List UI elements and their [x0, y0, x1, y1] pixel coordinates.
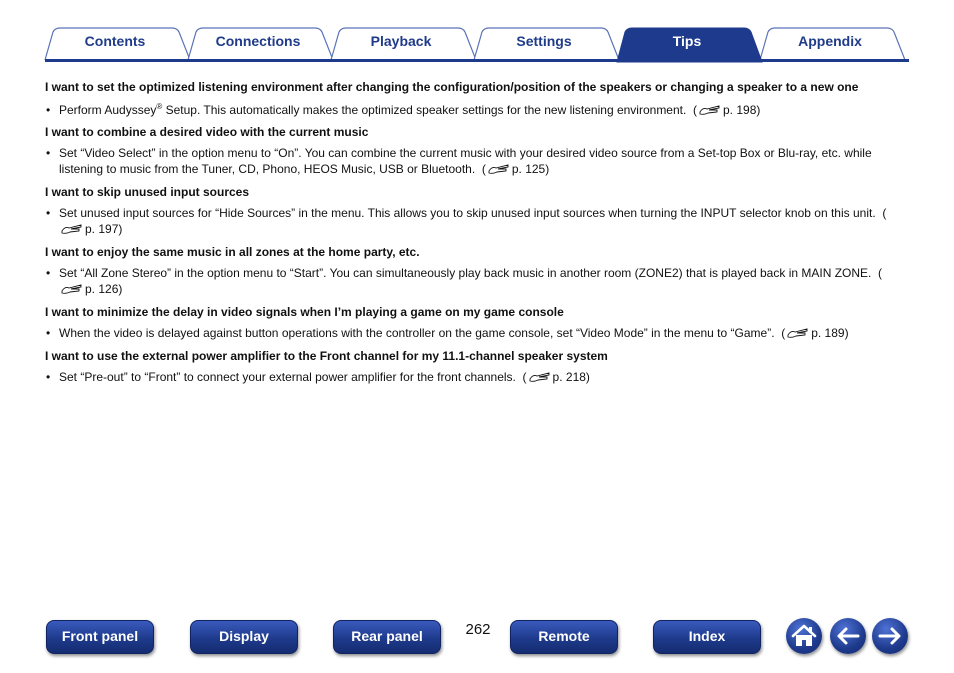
tab-settings[interactable]: Settings	[516, 33, 572, 49]
bullet-dot: •	[46, 206, 51, 220]
tips-content	[45, 80, 905, 385]
page-reference-link[interactable]: p. 198)	[723, 103, 761, 117]
tip-bullet	[45, 265, 905, 297]
tab-bar	[0, 0, 954, 64]
front-panel-button[interactable]: Front panel	[46, 620, 154, 654]
tip-bullet	[45, 102, 905, 118]
tip-section	[45, 245, 905, 297]
page-reference-icon	[488, 163, 510, 174]
tip-bullet	[45, 205, 905, 237]
bullet-dot: •	[46, 146, 51, 160]
page-reference-icon	[787, 327, 809, 338]
ref-open: (	[882, 206, 887, 220]
tab-appendix[interactable]: Appendix	[798, 33, 862, 49]
tip-text: Set “All Zone Stereo” in the option menu to “Start”. You can simultaneously play back music in another room (ZONE2) that is played back in MAIN ZONE.	[59, 266, 872, 280]
tip-heading: I want to use the external power amplifier to the Front channel for my 11.1-channel speaker system	[45, 349, 608, 363]
home-icon	[786, 618, 822, 654]
back-arrow-icon	[830, 618, 866, 654]
back-button[interactable]	[830, 618, 866, 654]
bullet-dot: •	[46, 370, 51, 384]
ref-open: (	[522, 370, 527, 384]
bullet-dot: •	[46, 266, 51, 280]
tip-section	[45, 349, 905, 385]
tip-heading: I want to minimize the delay in video signals when I’m playing a game on my game console	[45, 305, 564, 319]
tip-section	[45, 80, 905, 118]
page-number: 262	[465, 621, 491, 638]
tip-heading: I want to skip unused input sources	[45, 185, 250, 199]
tab-contents[interactable]: Contents	[84, 33, 146, 49]
tip-heading: I want to enjoy the same music in all zones at the home party, etc.	[45, 245, 420, 259]
home-button[interactable]	[786, 618, 822, 654]
ref-open: (	[781, 326, 786, 340]
tip-bullet	[45, 369, 905, 385]
page-reference-link[interactable]: p. 126)	[85, 282, 123, 296]
tip-bullet	[45, 325, 905, 341]
page-reference-link[interactable]: p. 189)	[811, 326, 849, 340]
forward-button[interactable]	[872, 618, 908, 654]
tip-section	[45, 305, 905, 341]
remote-button[interactable]: Remote	[510, 620, 618, 654]
ref-open: (	[878, 266, 883, 280]
tab-connections[interactable]: Connections	[215, 33, 301, 49]
display-button[interactable]: Display	[190, 620, 298, 654]
bullet-dot: •	[46, 326, 51, 340]
tip-text: Setup. This automatically makes the optimized speaker settings for the new listening environment.	[162, 103, 687, 117]
registered-mark: ®	[156, 102, 163, 111]
page-reference-link[interactable]: p. 218)	[552, 370, 590, 384]
tip-text: Set “Pre-out” to “Front” to connect your external power amplifier for the front channels.	[59, 370, 516, 384]
page-reference-icon	[61, 223, 83, 234]
page-reference-link[interactable]: p. 125)	[511, 162, 550, 176]
tip-section	[45, 185, 905, 237]
tab-tips[interactable]: Tips	[672, 33, 702, 49]
tab-playback[interactable]: Playback	[370, 33, 432, 49]
page-reference-icon	[699, 104, 721, 115]
tip-text: Set “Video Select” in the option menu to “On”. You can combine the current music with your desired video source from a Set-top Box or Blu-ray, etc. while listening to music from the Tuner, CD, Phono, HEOS Music, USB or Bluetooth.	[59, 146, 872, 176]
page-reference-link[interactable]: p. 197)	[85, 222, 123, 236]
tip-text: When the video is delayed against button operations with the controller on the game console, set “Video Mode” in the menu to “Game”.	[59, 326, 775, 340]
page-reference-icon	[61, 283, 83, 294]
forward-arrow-icon	[872, 618, 908, 654]
tip-heading: I want to combine a desired video with the current music	[45, 125, 369, 139]
page-reference-icon	[529, 371, 551, 382]
ref-open: (	[693, 103, 697, 117]
tip-bullet	[45, 145, 905, 177]
tip-text: Perform Audyssey	[59, 103, 157, 117]
ref-open: (	[481, 162, 486, 176]
rear-panel-button[interactable]: Rear panel	[333, 620, 441, 654]
tip-text: Set unused input sources for “Hide Sources” in the menu. This allows you to skip unused input sources when turning the INPUT selector knob on this unit.	[59, 206, 876, 220]
index-button[interactable]: Index	[653, 620, 761, 654]
tip-heading: I want to set the optimized listening environment after changing the configuration/position of the speakers or changing a speaker to a new one	[45, 80, 859, 94]
bullet-dot: •	[46, 103, 51, 117]
tip-section	[45, 125, 905, 177]
